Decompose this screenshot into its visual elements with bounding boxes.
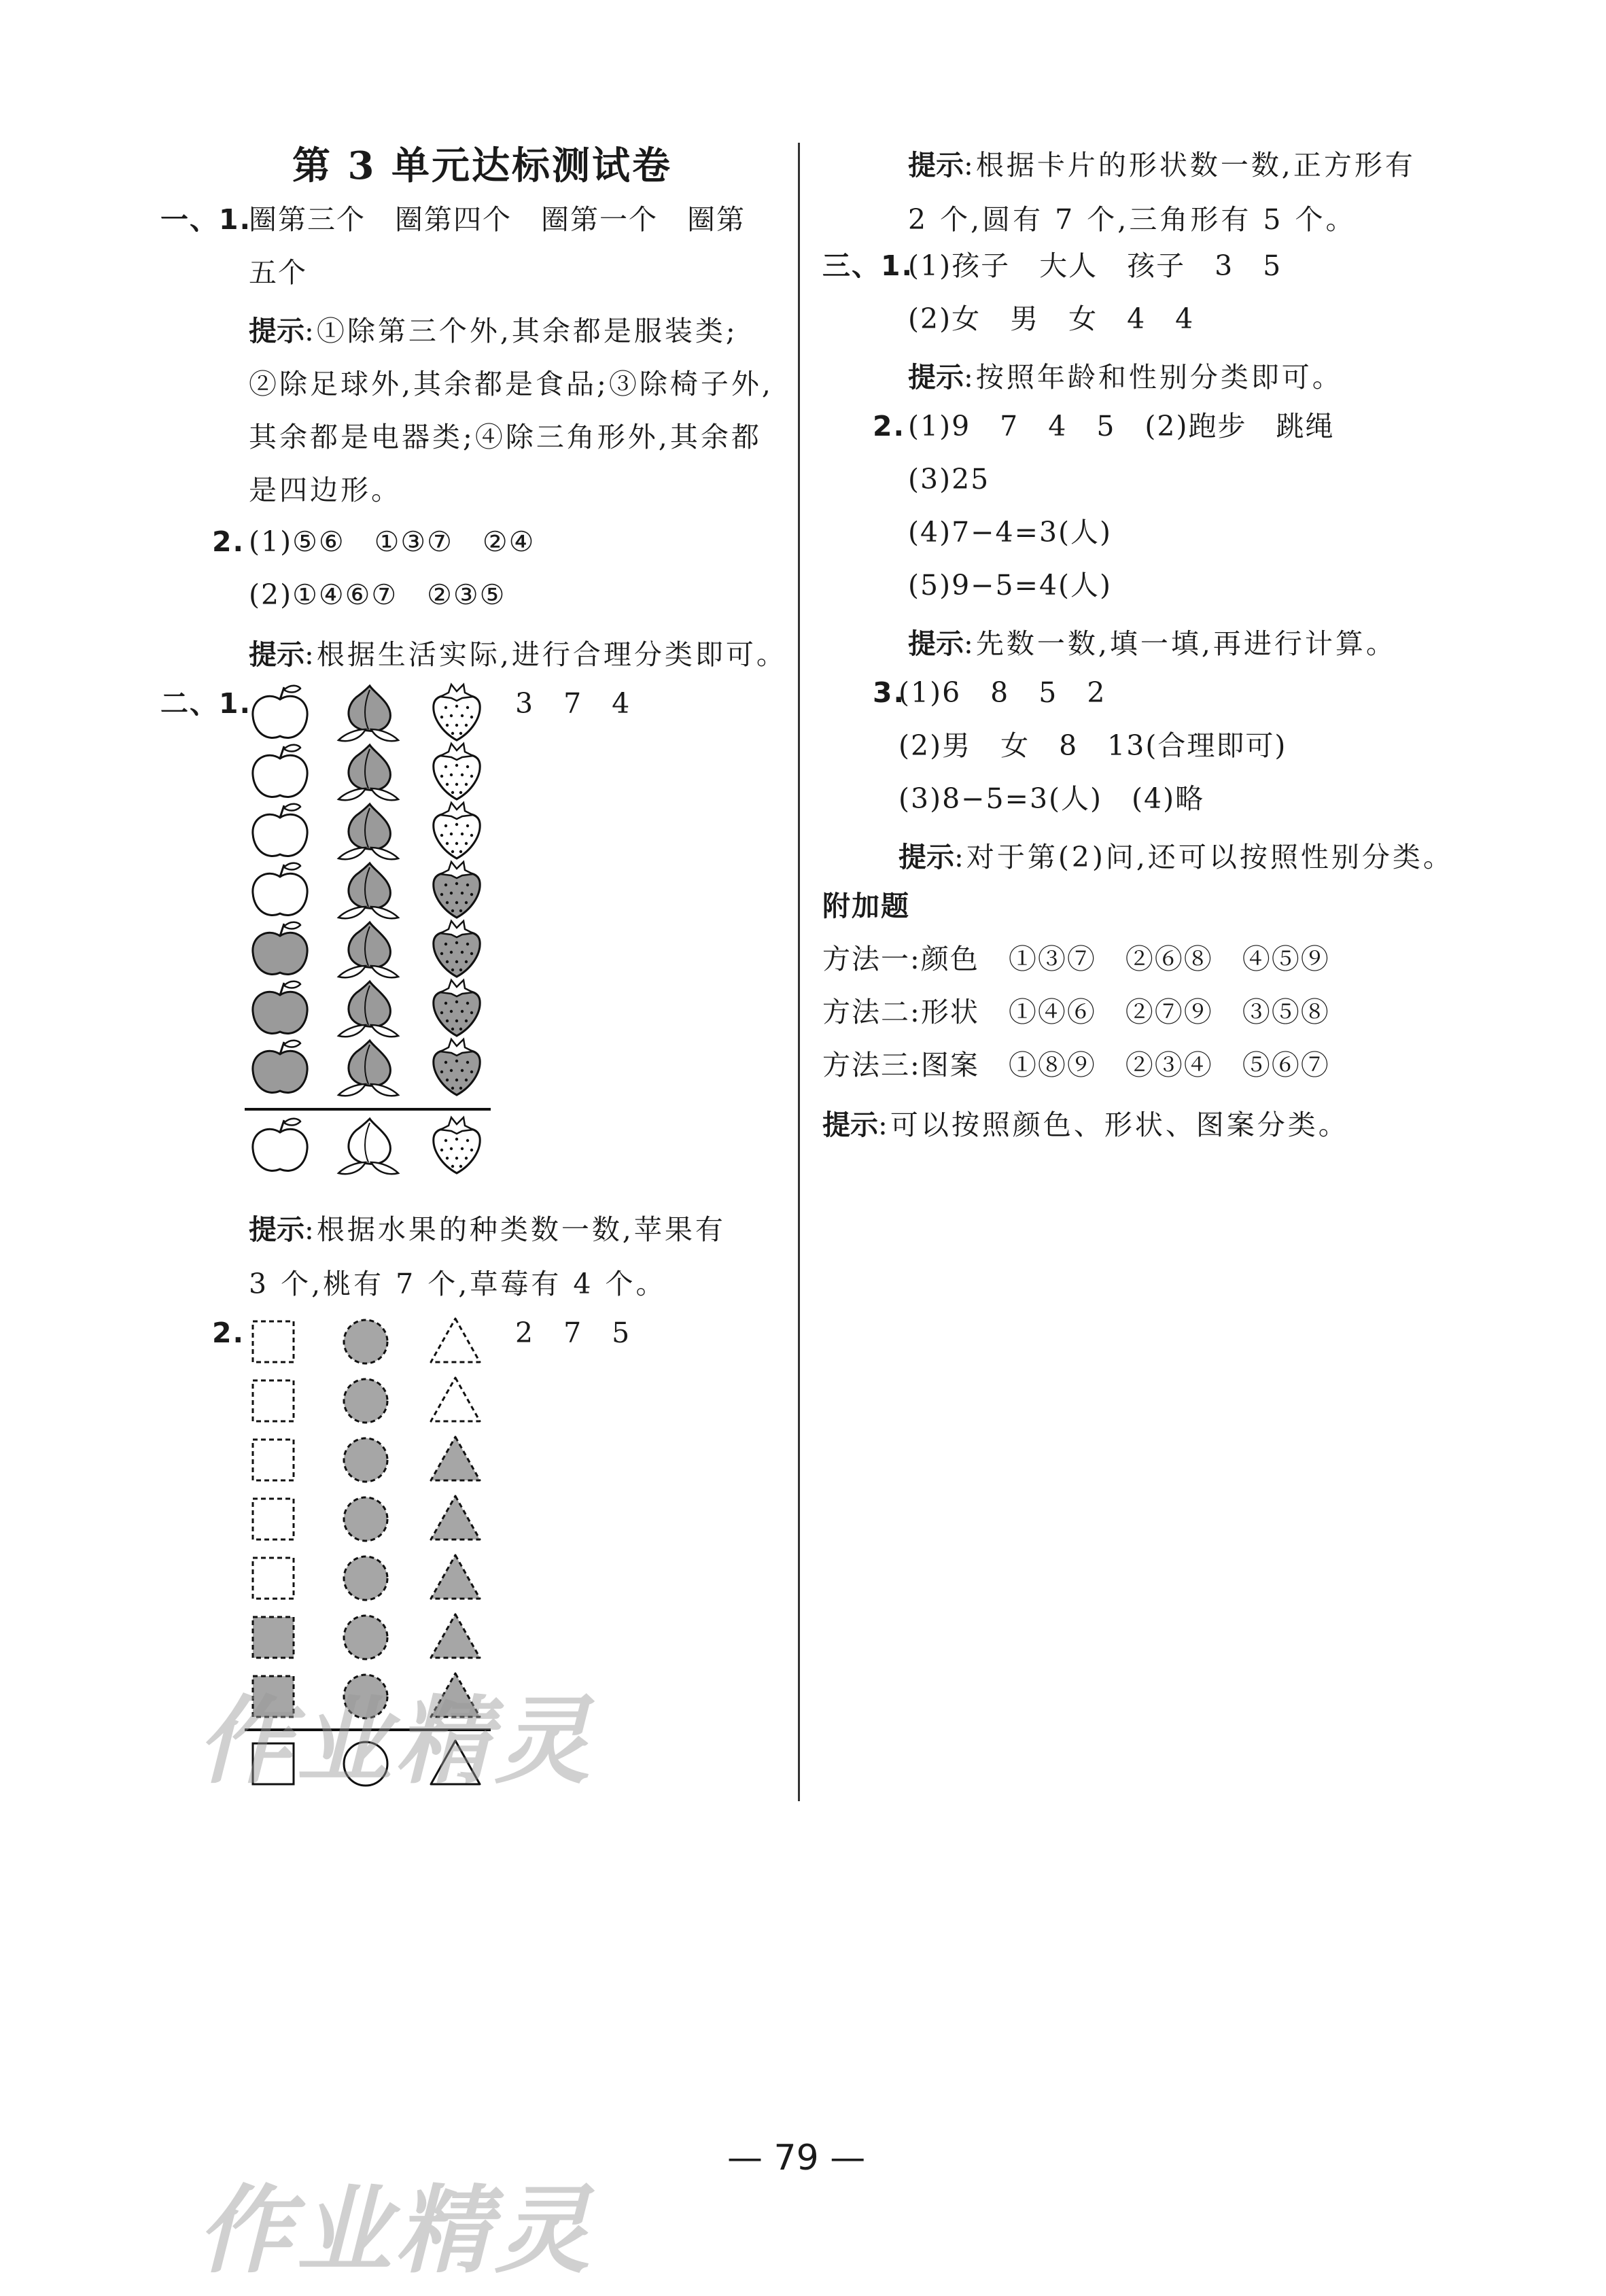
s1-q1-hint-4: 是四边形。 xyxy=(249,474,402,506)
circle-shape-row-3 xyxy=(344,1438,387,1482)
page-title: 第 3 单元达标测试卷 xyxy=(292,143,672,188)
peach-icon-row-7 xyxy=(338,1041,398,1096)
column-divider xyxy=(798,143,800,1801)
s1-q2-label: 2. xyxy=(212,525,245,558)
s1-q1-line1: 圈第三个 圈第四个 圈第一个 圈第 xyxy=(249,203,746,236)
watermark-mid: 作业精灵 xyxy=(197,1686,595,1797)
strawberry-icon-row-5 xyxy=(434,921,480,977)
strawberry-icon-row-1 xyxy=(434,684,480,740)
circle-shape-row-5 xyxy=(344,1556,387,1600)
extra-method-3: 方法三:图案 ①⑧⑨ ②③④ ⑤⑥⑦ xyxy=(822,1049,1330,1081)
peach-icon-row-1 xyxy=(338,686,398,741)
watermark-bottom: 作业精灵 xyxy=(197,2176,595,2286)
extra-hint xyxy=(822,1102,1349,1143)
strawberry-icon-row-3 xyxy=(434,803,480,858)
triangle-shape-row-4 xyxy=(431,1496,480,1540)
strawberry-icon-row-6 xyxy=(434,980,480,1036)
hint-label: 提示 xyxy=(249,638,304,671)
hint-label: 提示 xyxy=(908,627,964,660)
s3-q3-label: 3. xyxy=(873,676,906,709)
s3-q2-line3: (4)7−4=3(人) xyxy=(908,516,1113,549)
apple-icon-row-6 xyxy=(253,981,307,1034)
apple-icon-row-1 xyxy=(253,686,307,738)
triangle-shape-row-2 xyxy=(431,1378,480,1421)
fruit-counts: 3 7 4 xyxy=(515,687,631,720)
square-shape-row-6 xyxy=(253,1617,294,1658)
extra-method-2: 方法二:形状 ①④⑥ ②⑦⑨ ③⑤⑧ xyxy=(822,996,1330,1028)
hint-text: :根据卡片的形状数一数,正方形有 xyxy=(964,149,1416,181)
peach-icon-row-3 xyxy=(338,804,398,859)
hint-text: :先数一数,填一填,再进行计算。 xyxy=(964,627,1397,660)
hint-text: :①除第三个外,其余都是服装类; xyxy=(304,315,738,347)
apple-icon-row-2 xyxy=(253,745,307,797)
s1-q1-hint-3: 其余都是电器类;④除三角形外,其余都 xyxy=(249,421,762,453)
s1-q1-hint-1 xyxy=(249,309,738,349)
peach-legend-icon xyxy=(338,1119,398,1174)
s3-q2-hint xyxy=(908,621,1397,661)
s3-q2-line2: (3)25 xyxy=(908,463,990,495)
right-hint-a1 xyxy=(908,143,1416,183)
peach-icon-row-4 xyxy=(338,863,398,918)
apple-icon-row-4 xyxy=(253,863,307,916)
s2-q2-label: 2. xyxy=(212,1317,245,1349)
hint-label: 提示 xyxy=(822,1109,878,1141)
triangle-shape-row-5 xyxy=(431,1555,480,1599)
apple-icon-row-5 xyxy=(253,922,307,975)
square-shape-row-1 xyxy=(253,1321,294,1362)
square-shape-row-5 xyxy=(253,1558,294,1599)
s3-q3-line2: (2)男 女 8 13(合理即可) xyxy=(898,729,1287,762)
fruit-pictograph xyxy=(245,683,503,1186)
extra-method-1: 方法一:颜色 ①③⑦ ②⑥⑧ ④⑤⑨ xyxy=(822,943,1330,975)
s1-q1-line2: 五个 xyxy=(249,256,307,289)
section-2-label: 二、1. xyxy=(160,687,252,720)
hint-label: 提示 xyxy=(249,1213,304,1246)
hint-label: 提示 xyxy=(898,841,954,873)
circle-shape-row-1 xyxy=(344,1320,387,1363)
hint-text: :根据生活实际,进行合理分类即可。 xyxy=(304,638,787,671)
square-shape-row-2 xyxy=(253,1380,294,1421)
s3-q3-line3: (3)8−5=3(人) (4)略 xyxy=(898,782,1205,815)
page-number: — 79 — xyxy=(727,2138,866,2178)
hint-text: :可以按照颜色、形状、图案分类。 xyxy=(878,1109,1349,1141)
circle-shape-row-6 xyxy=(344,1616,387,1659)
triangle-shape-row-6 xyxy=(431,1614,480,1658)
strawberry-icon-row-7 xyxy=(434,1039,480,1095)
right-hint-a2: 2 个,圆有 7 个,三角形有 5 个。 xyxy=(908,203,1357,236)
square-shape-row-3 xyxy=(253,1440,294,1480)
peach-icon-row-5 xyxy=(338,922,398,977)
s3-q1-line1: (1)孩子 大人 孩子 3 5 xyxy=(908,249,1282,282)
square-shape-row-4 xyxy=(253,1499,294,1540)
s3-q3-line1: (1)6 8 5 2 xyxy=(898,676,1106,709)
hint-label: 提示 xyxy=(908,361,964,394)
triangle-shape-row-3 xyxy=(431,1437,480,1480)
s1-q2-hint xyxy=(249,632,787,672)
peach-icon-row-6 xyxy=(338,981,398,1037)
section-1-label: 一、1. xyxy=(160,203,252,236)
circle-shape-row-2 xyxy=(344,1379,387,1423)
hint-label: 提示 xyxy=(249,315,304,347)
shape-counts: 2 7 5 xyxy=(515,1317,631,1349)
s1-q1-hint-2: ②除足球外,其余都是食品;③除椅子外, xyxy=(249,368,773,400)
s3-q3-hint xyxy=(898,835,1454,875)
strawberry-icon-row-2 xyxy=(434,744,480,799)
s3-q2-label: 2. xyxy=(873,410,906,442)
strawberry-legend-icon xyxy=(434,1117,480,1173)
s2-q1-hint-2: 3 个,桃有 7 个,草莓有 4 个。 xyxy=(249,1268,667,1300)
hint-text: :按照年龄和性别分类即可。 xyxy=(964,361,1343,394)
strawberry-icon-row-4 xyxy=(434,862,480,918)
extra-title: 附加题 xyxy=(822,890,910,922)
s1-q2-line2: (2)①④⑥⑦ ②③⑤ xyxy=(249,578,506,611)
s2-q1-hint-1 xyxy=(249,1207,726,1247)
triangle-shape-row-1 xyxy=(431,1319,480,1362)
apple-legend-icon xyxy=(253,1119,307,1171)
section-3-label: 三、1. xyxy=(822,249,914,282)
circle-shape-row-4 xyxy=(344,1497,387,1541)
apple-icon-row-7 xyxy=(253,1041,307,1093)
hint-label: 提示 xyxy=(908,149,964,181)
s3-q1-line2: (2)女 男 女 4 4 xyxy=(908,302,1195,335)
s3-q2-line4: (5)9−5=4(人) xyxy=(908,569,1113,602)
hint-text: :对于第(2)问,还可以按照性别分类。 xyxy=(954,841,1454,873)
s3-q1-hint xyxy=(908,355,1343,395)
hint-text: :根据水果的种类数一数,苹果有 xyxy=(304,1213,726,1246)
s1-q2-line1: (1)⑤⑥ ①③⑦ ②④ xyxy=(249,525,536,558)
peach-icon-row-2 xyxy=(338,745,398,800)
apple-icon-row-3 xyxy=(253,804,307,856)
s3-q2-line1: (1)9 7 4 5 (2)跑步 跳绳 xyxy=(908,410,1335,442)
